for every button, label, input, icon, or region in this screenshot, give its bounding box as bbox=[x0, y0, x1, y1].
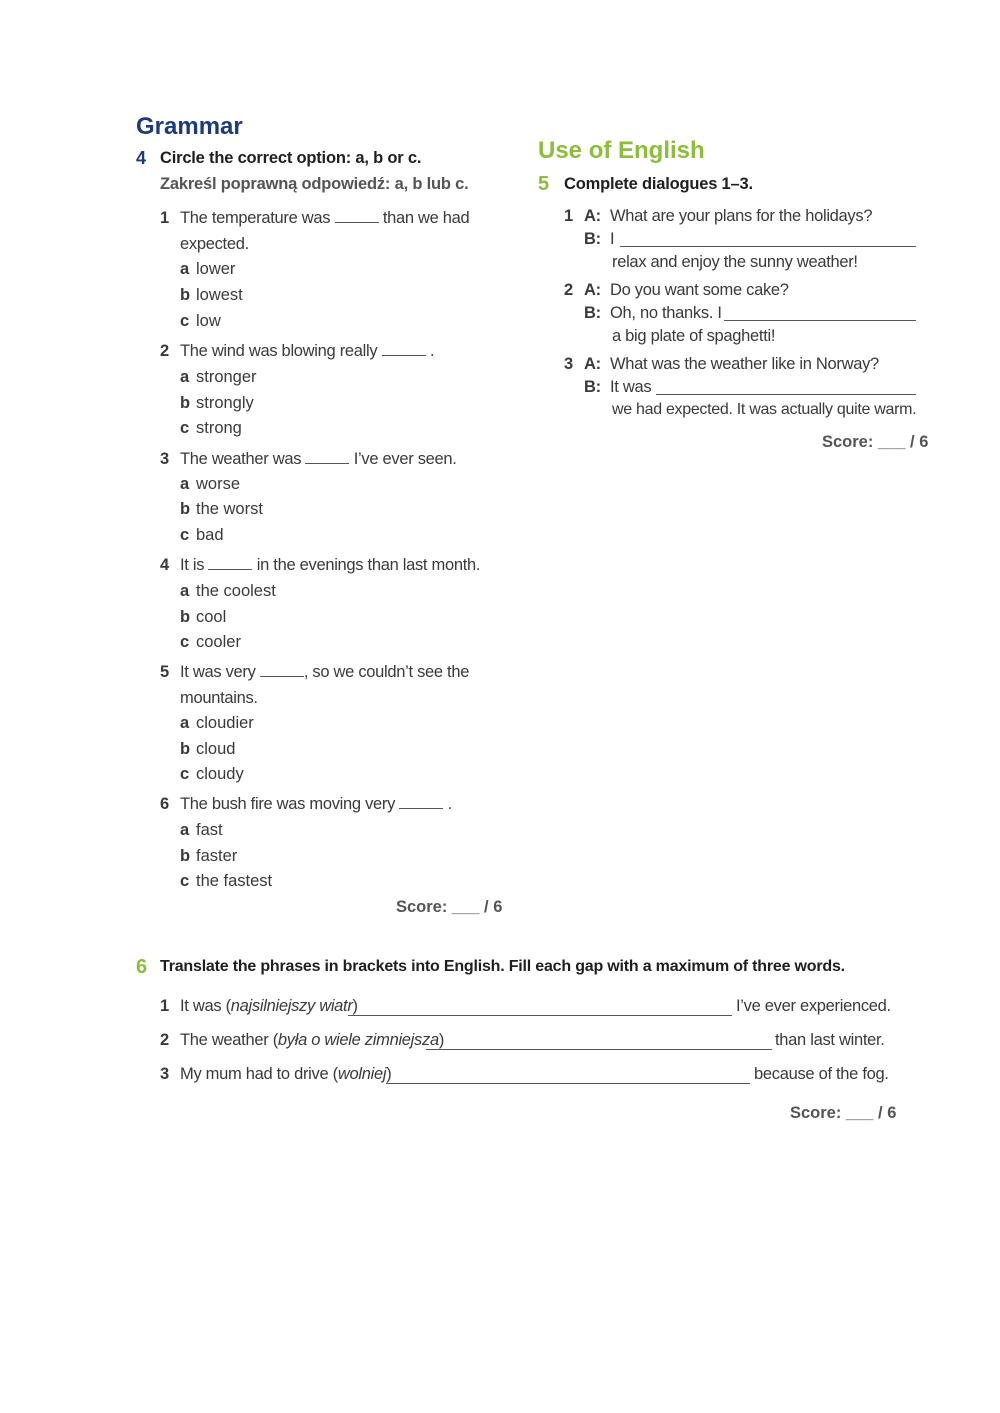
answer-gap[interactable] bbox=[382, 343, 426, 356]
exercise-6-instruction: Translate the phrases in brackets into English. Fill each gap with a maximum of three words. bbox=[160, 958, 845, 975]
question-3: 3 The weather was I’ve ever seen. bbox=[160, 450, 457, 468]
translate-3-end: because of the fog. bbox=[754, 1065, 889, 1083]
translate-score: Score: ___ / 6 bbox=[790, 1104, 897, 1122]
exercise-5-number: 5 bbox=[538, 173, 550, 195]
option-6a[interactable]: a fast bbox=[180, 821, 223, 839]
question-1-continued: expected. bbox=[180, 235, 249, 253]
translate-3: 3 My mum had to drive (wolniej) bbox=[160, 1065, 392, 1083]
option-2c[interactable]: c strong bbox=[180, 419, 242, 437]
question-5: 5 It was very , so we couldn’t see the bbox=[160, 663, 470, 681]
exercise-6-number: 6 bbox=[136, 956, 148, 978]
option-6b[interactable]: b faster bbox=[180, 847, 238, 865]
option-1c[interactable]: c low bbox=[180, 312, 221, 330]
dialogue-2-answer-line[interactable] bbox=[724, 320, 916, 321]
translate-2-answer-line[interactable] bbox=[426, 1049, 772, 1050]
option-3b[interactable]: b the worst bbox=[180, 500, 263, 518]
option-1a[interactable]: a lower bbox=[180, 260, 236, 278]
question-4: 4 It is in the evenings than last month. bbox=[160, 556, 481, 574]
option-2a[interactable]: a stronger bbox=[180, 368, 257, 386]
option-6c[interactable]: c the fastest bbox=[180, 872, 273, 890]
option-1b[interactable]: b lowest bbox=[180, 286, 243, 304]
option-4a[interactable]: a the coolest bbox=[180, 582, 276, 600]
question-6: 6 The bush fire was moving very . bbox=[160, 795, 452, 813]
translate-3-answer-line[interactable] bbox=[386, 1083, 750, 1084]
dialogue-2-a: 2 A: Do you want some cake? bbox=[564, 281, 789, 299]
option-3c[interactable]: c bad bbox=[180, 526, 224, 544]
dialogue-3-answer-line[interactable] bbox=[656, 394, 916, 395]
option-5b[interactable]: b cloud bbox=[180, 740, 236, 758]
answer-gap[interactable] bbox=[305, 451, 349, 464]
option-2b[interactable]: b strongly bbox=[180, 394, 254, 412]
translate-2-end: than last winter. bbox=[775, 1031, 885, 1049]
exercise-5-instruction: Complete dialogues 1–3. bbox=[564, 175, 753, 193]
translate-2: 2 The weather (była o wiele zimniejsza) bbox=[160, 1031, 445, 1049]
dialogue-3-b: B: It was bbox=[584, 378, 652, 396]
answer-gap[interactable] bbox=[335, 210, 379, 223]
answer-gap[interactable] bbox=[260, 664, 304, 677]
dialogue-3-a: 3 A: What was the weather like in Norway? bbox=[564, 355, 879, 373]
dialogue-2-b: B: Oh, no thanks. I bbox=[584, 304, 722, 322]
option-5c[interactable]: c cloudy bbox=[180, 765, 244, 783]
use-of-english-title: Use of English bbox=[538, 137, 705, 164]
grammar-score: Score: ___ / 6 bbox=[396, 898, 503, 916]
dialogue-1-a: 1 A: What are your plans for the holidays? bbox=[564, 207, 873, 225]
translate-1-end: I’ve ever experienced. bbox=[736, 997, 891, 1015]
translate-1: 1 It was (najsilniejszy wiatr) bbox=[160, 997, 358, 1015]
dialogue-1-b-continued: relax and enjoy the sunny weather! bbox=[612, 253, 858, 271]
option-3a[interactable]: a worse bbox=[180, 475, 241, 493]
exercise-4-number: 4 bbox=[136, 148, 147, 168]
dialogue-1-answer-line[interactable] bbox=[620, 246, 916, 247]
exercise-4-instruction: Circle the correct option: a, b or c. bbox=[160, 149, 422, 167]
translate-1-answer-line[interactable] bbox=[348, 1015, 732, 1016]
answer-gap[interactable] bbox=[208, 557, 252, 570]
dialogue-3-b-continued: we had expected. It was actually quite warm. bbox=[612, 401, 917, 418]
question-1: 1 The temperature was than we had bbox=[160, 209, 470, 227]
answer-gap[interactable] bbox=[399, 796, 443, 809]
dialogue-1-b: B: I bbox=[584, 230, 615, 248]
grammar-section-title: Grammar bbox=[136, 113, 243, 140]
dialogue-2-b-continued: a big plate of spaghetti! bbox=[612, 327, 776, 345]
option-5a[interactable]: a cloudier bbox=[180, 714, 254, 732]
question-5-continued: mountains. bbox=[180, 689, 258, 707]
option-4b[interactable]: b cool bbox=[180, 608, 227, 626]
exercise-4-instruction-polish: Zakreśl poprawną odpowiedź: a, b lub c. bbox=[160, 175, 469, 193]
question-2: 2 The wind was blowing really . bbox=[160, 342, 435, 360]
use-of-english-score: Score: ___ / 6 bbox=[822, 433, 929, 451]
option-4c[interactable]: c cooler bbox=[180, 633, 241, 651]
